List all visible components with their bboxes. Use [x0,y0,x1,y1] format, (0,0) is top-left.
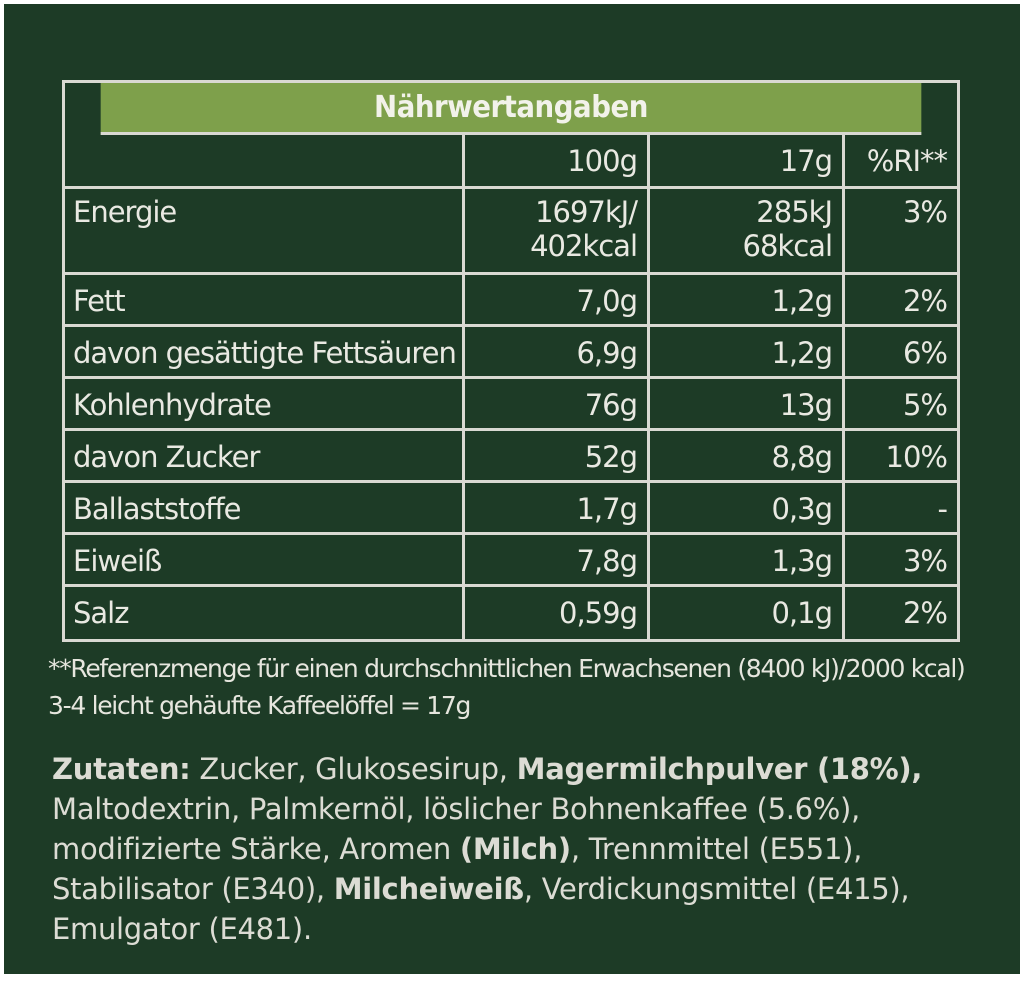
table-row-zucker [65,431,957,483]
ingredients-heading: Zutaten: [52,752,191,786]
value-100g: 52g [465,431,650,480]
value-ri: 2% [902,596,947,630]
value-100g: 0,59g [465,587,650,639]
value-100g [465,189,650,272]
column-header-label [65,135,465,186]
ingredients-segment: Zucker, Glukosesirup, [190,752,517,786]
value-17g: 0,1g [650,587,845,639]
value-ri: 5% [902,388,947,422]
ingredients-segment: , Verdickungsmittel (E415), [523,872,910,906]
value-17g: 0,3g [650,483,845,532]
table-row-gesaettigte-fettsaeuren [65,327,957,379]
ingredients-line: Maltodextrin, Palmkernöl, löslicher Bohnenkaffee (5.6%), [52,792,860,826]
value-100g: 6,9g [465,327,650,376]
value-17g: 1,2g [650,275,845,324]
value-ri: 10% [885,440,947,474]
ingredients-line [52,749,992,789]
value-100g: 7,8g [465,535,650,584]
value-100g: 76g [465,379,650,428]
value-17g-kcal: 68kcal [742,229,832,263]
table-title: Nährwertangaben [101,83,922,135]
value-17g [650,189,845,272]
table-row-energie [65,189,957,275]
ingredients-segment: modifizierte Stärke, Aromen [52,832,460,866]
value-100g: 7,0g [465,275,650,324]
column-header-17g: 17g [650,135,845,186]
value-100g-kcal: 402kcal [530,229,637,263]
column-header-ri: %RI** [866,144,947,178]
ingredients-text [52,749,992,949]
nutrition-table [62,80,960,642]
row-label: Eiweiß [65,535,465,584]
table-row-salz [65,587,957,639]
row-label: davon Zucker [65,431,465,480]
row-label: davon gesättigte Fettsäuren [65,327,465,376]
row-label: Energie [65,189,465,272]
ingredients-line [52,829,992,869]
value-ri: 3% [902,544,947,578]
ingredients-line [52,869,992,909]
value-ri: 2% [902,284,947,318]
value-100g: 1,7g [465,483,650,532]
ingredients-segment: , Trennmittel (E551), [570,832,863,866]
ingredients-segment: Stabilisator (E340), [52,872,334,906]
table-row-fett [65,275,957,327]
ingredients-allergen: Magermilchpulver (18%), [516,752,923,786]
row-label: Salz [65,587,465,639]
ingredients-allergen: (Milch) [459,832,571,866]
value-17g-kj: 285kJ [756,195,832,229]
value-17g: 13g [650,379,845,428]
column-header-100g: 100g [465,135,650,186]
table-row-kohlenhydrate [65,379,957,431]
table-row-ballaststoffe [65,483,957,535]
row-label: Fett [65,275,465,324]
label-panel [4,4,1020,974]
value-100g-kj: 1697kJ/ [535,195,637,229]
row-label: Ballaststoffe [65,483,465,532]
value-ri: - [937,492,947,526]
value-ri: 3% [902,195,947,229]
ingredients-allergen: Milcheiweiß [333,872,524,906]
table-header-row [65,135,957,189]
value-17g: 1,2g [650,327,845,376]
value-17g: 1,3g [650,535,845,584]
ingredients-line: Emulgator (E481). [52,912,312,946]
footnotes [48,650,965,724]
value-17g: 8,8g [650,431,845,480]
reference-footnote: **Referenzmenge für einen durchschnittlichen Erwachsenen (8400 kJ)/2000 kcal) [48,654,965,683]
row-label: Kohlenhydrate [65,379,465,428]
table-row-eiweiss [65,535,957,587]
value-ri: 6% [902,336,947,370]
serving-footnote: 3-4 leicht gehäufte Kaffeelöffel = 17g [48,691,471,720]
